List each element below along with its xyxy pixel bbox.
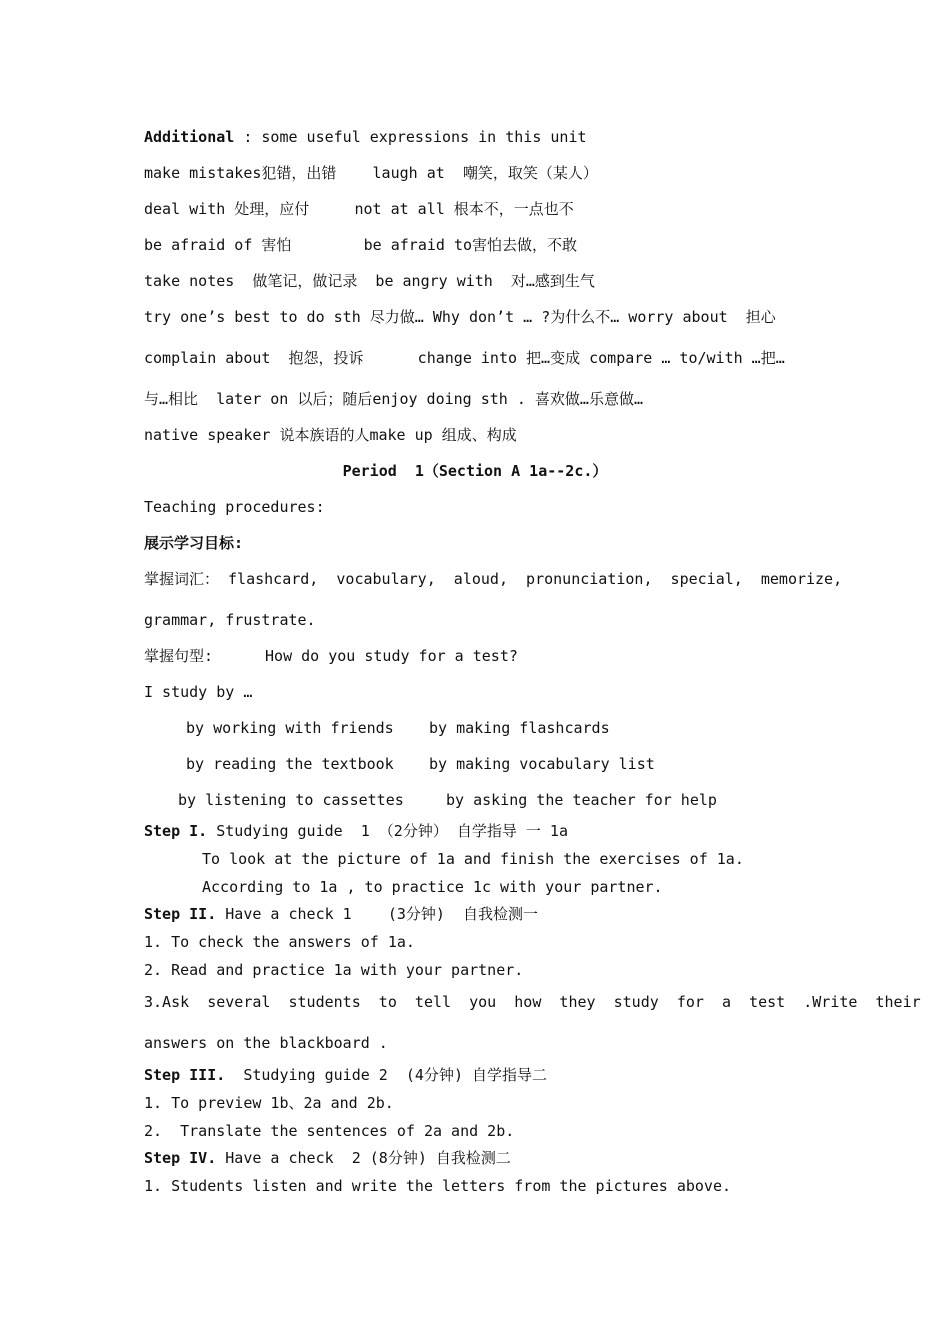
additional-line (144, 127, 587, 147)
step-1-label: Step I. (144, 822, 208, 840)
additional-heading: Additional (144, 128, 235, 146)
way-left-3: by listening to cassettes (178, 791, 404, 809)
period-title: Period 1（Section A 1a--2c.） (342, 462, 608, 480)
teaching-procedures: Teaching procedures: (144, 498, 325, 516)
pattern-question: How do you study for a test? (265, 647, 518, 665)
expression-line-7: 与…相比 later on 以后；随后enjoy doing sth . 喜欢做…乐意做… (144, 390, 643, 408)
step-2-item-1: 1. To check the answers of 1a. (144, 933, 415, 951)
vocabulary-line-2: grammar, frustrate. (144, 611, 316, 629)
expression-line-8: native speaker 说本族语的人make up 组成、构成 (144, 426, 517, 444)
step-2-item-2: 2. Read and practice 1a with your partner. (144, 961, 524, 979)
step-3-item-2: 2. Translate the sentences of 2a and 2b. (144, 1122, 515, 1140)
way-left-2: by reading the textbook (186, 755, 394, 773)
step-2-item-3: 3.Ask several students to tell you how they study for a test .Write their (144, 993, 921, 1011)
step-2-title: Have a check 1 (3分钟) 自我检测一 (216, 905, 538, 923)
step-4-label: Step IV. (144, 1149, 217, 1167)
additional-intro: : some useful expressions in this unit (234, 128, 587, 146)
pattern-label: 掌握句型: (144, 647, 214, 665)
step-2-item-4: answers on the blackboard . (144, 1034, 388, 1052)
sentence-pattern (144, 646, 518, 666)
way-right-3: by asking the teacher for help (446, 791, 717, 809)
goals-heading: 展示学习目标: (144, 534, 244, 552)
expression-line-5: try one’s best to do sth 尽力做… Why don’t … ?为什么不… worry about 担心 (144, 308, 776, 326)
step-1-item-2: According to 1a , to practice 1c with your partner. (202, 878, 663, 896)
vocabulary-line-1: 掌握词汇： flashcard, vocabulary, aloud, pronunciation, special, memorize, (144, 570, 843, 588)
step-3-item-1: 1. To preview 1b、2a and 2b. (144, 1094, 394, 1112)
step-1-heading (144, 821, 568, 841)
step-1-item-1: To look at the picture of 1a and finish the exercises of 1a. (202, 850, 744, 868)
step-3-title: Studying guide 2 (4分钟) 自学指导二 (225, 1066, 548, 1084)
expression-line-4: take notes 做笔记，做记录 be angry with 对…感到生气 (144, 272, 595, 290)
step-4-heading (144, 1148, 511, 1168)
way-right-1: by making flashcards (429, 719, 610, 737)
step-2-label: Step II. (144, 905, 217, 923)
expression-line-6: complain about 抱怨，投诉 change into 把…变成 compare … to/with …把… (144, 349, 785, 367)
step-1-title: Studying guide 1 （2分钟） 自学指导 一 1a (207, 822, 568, 840)
way-right-2: by making vocabulary list (429, 755, 655, 773)
step-3-label: Step III. (144, 1066, 226, 1084)
step-3-heading (144, 1065, 547, 1085)
expression-line-1: make mistakes犯错，出错 laugh at 嘲笑，取笑（某人） (144, 164, 598, 182)
expression-line-3: be afraid of 害怕 be afraid to害怕去做，不敢 (144, 236, 578, 254)
step-2-heading (144, 904, 538, 924)
pattern-answer: I study by … (144, 683, 253, 701)
way-left-1: by working with friends (186, 719, 394, 737)
expression-line-2: deal with 处理，应付 not at all 根本不，一点也不 (144, 200, 574, 218)
step-4-title: Have a check 2 (8分钟) 自我检测二 (216, 1149, 511, 1167)
step-4-item-1: 1. Students listen and write the letters from the pictures above. (144, 1177, 731, 1195)
